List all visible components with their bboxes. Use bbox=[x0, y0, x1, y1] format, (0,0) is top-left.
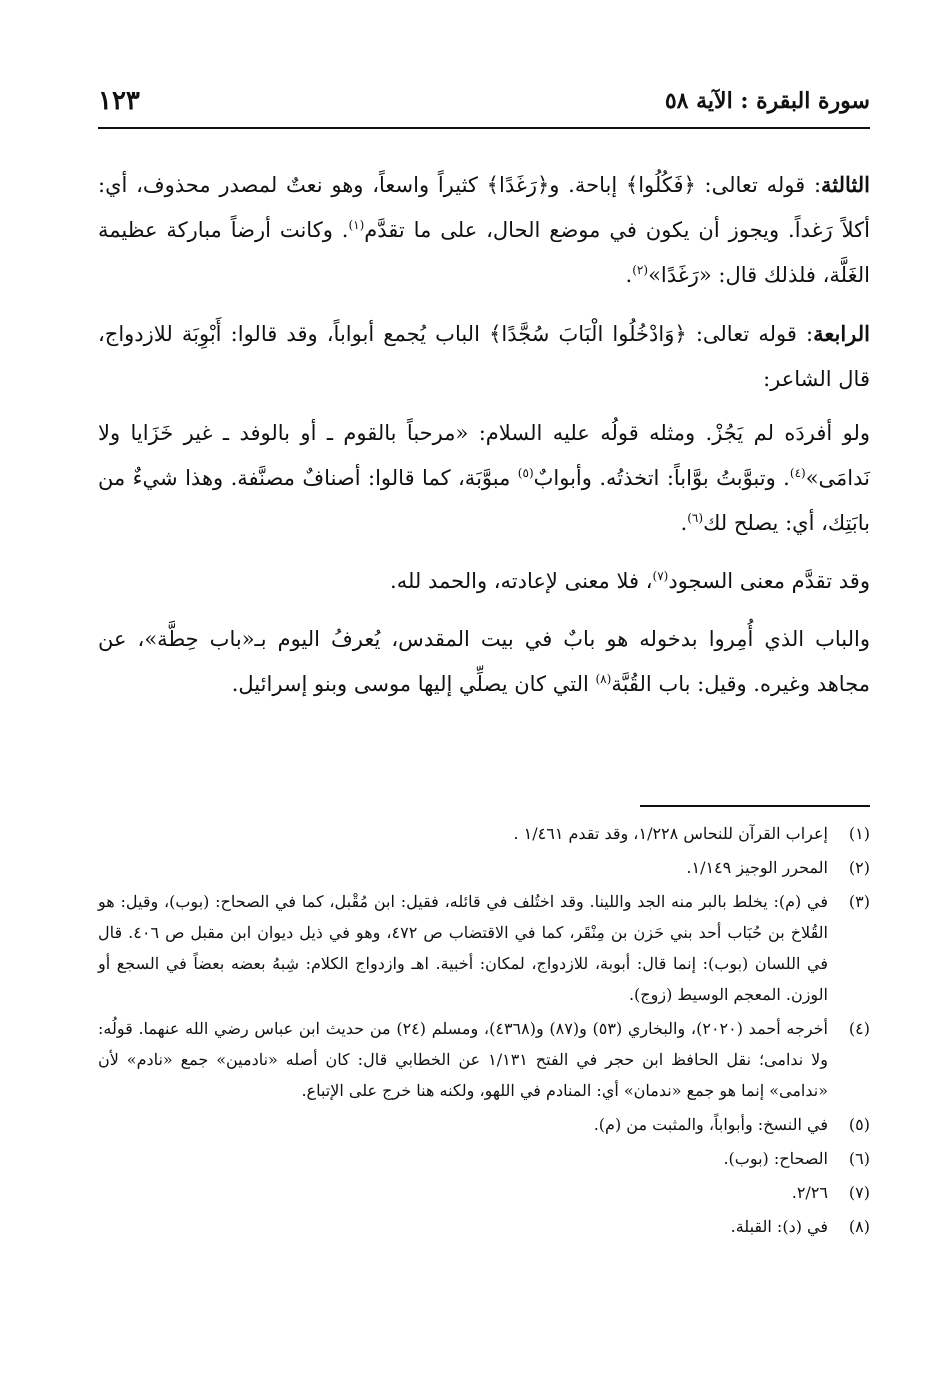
footnote-text: إعراب القرآن للنحاس ١/٢٢٨، وقد تقدم ١/٤٦١ . bbox=[513, 824, 828, 843]
footnote-divider bbox=[640, 805, 870, 807]
footnote-text: المحرر الوجيز ١/١٤٩. bbox=[686, 858, 828, 877]
footnote-text: الصحاح: (بوب). bbox=[723, 1149, 828, 1168]
footnote-ref[interactable]: (٢) bbox=[632, 263, 649, 277]
footnote-ref[interactable]: (٥) bbox=[517, 466, 534, 480]
footnote-number: (٢) bbox=[848, 858, 870, 877]
footnote-ref[interactable]: (١) bbox=[348, 218, 365, 232]
footnote-ref[interactable]: (٦) bbox=[687, 511, 704, 525]
footnote-number: (٨) bbox=[848, 1217, 870, 1236]
surah-heading: سورة البقرة : الآية ٥٨ bbox=[664, 88, 870, 114]
paragraph-text: ، فلا معنى لإعادته، والحمد لله. bbox=[390, 569, 653, 593]
footnote-number: (٦) bbox=[848, 1149, 870, 1168]
footnote-text: أخرجه أحمد (٢٠٢٠)، والبخاري (٥٣) و(٨٧) و(٤٣٦٨)، ومسلم (٢٤) من حديث ابن عباس رضي الله عنهما. قولُه: ولا ندامى؛ نقل الحافظ ابن حجر في الفتح ١/١٣١ عن الخطابي قال: كان أصله «نادمين» جمع «نادم» لأن «ندامى» إنما هو جمع «ندمان» أي: المنادم في اللهو، ولكنه هنا خرج على الإتباع. bbox=[98, 1019, 829, 1100]
footnote-number: (١) bbox=[848, 824, 870, 843]
footnote-text: في (م): يخلط بالبر منه الجد واللينا. وقد اختُلف في قائله، فقيل: ابن مُقْبل، كما في الصحاح: (بوب)، وقيل: هو القُلاخ بن حُبَاب أحد بني حَزن بن مِنْقَر، كما في الاقتضاب ص ٤٧٢، وهو في ذيل ديوان ابن مقبل ص ٤٠٦. قال في اللسان (بوب): إنما قال: أبوبة، للازدواج، لمكان: أخبية. اهـ وازدواج الكلام: شِبهُ بعضه بعضاً في السجع أو الوزن. المعجم الوسيط (زوج). bbox=[98, 892, 829, 1004]
footnote-item bbox=[98, 1211, 870, 1242]
footnote-item bbox=[98, 818, 870, 849]
footnote-text: في (د): القبلة. bbox=[730, 1217, 828, 1236]
footnote-number: (٥) bbox=[848, 1115, 870, 1134]
footnote-item bbox=[98, 1143, 870, 1174]
paragraph-third-point bbox=[98, 162, 870, 298]
paragraph-prostration bbox=[98, 559, 870, 604]
point-label: الرابعة bbox=[813, 321, 870, 346]
footnote-ref[interactable]: (٤) bbox=[789, 466, 806, 480]
paragraph-text: والباب الذي أُمِروا بدخوله هو بابٌ في بيت المقدس، يُعرفُ اليوم بـ«باب حِطَّة»، عن مجاهد وغيره. وقيل: باب القُبَّة bbox=[98, 627, 870, 696]
paragraph-plural-note bbox=[98, 411, 870, 546]
paragraph-text: التي كان يصلِّي إليها موسى وبنو إسرائيل. bbox=[231, 672, 596, 696]
paragraph-text: . bbox=[680, 511, 688, 535]
paragraph-text: . bbox=[625, 263, 633, 287]
main-text bbox=[98, 162, 870, 720]
footnote-item bbox=[98, 852, 870, 883]
footnote-ref[interactable]: (٨) bbox=[595, 672, 612, 686]
paragraph-text: . وتبوَّبتُ بوَّاباً: اتخذتُه. وأبوابٌ bbox=[533, 466, 790, 490]
paragraph-text: : قوله تعالى: ﴿وَادْخُلُوا الْبَابَ سُجَّدًا﴾ الباب يُجمع أبواباً، وقد قالوا: أَبْوِبَة للازدواج، قال الشاعر: bbox=[98, 322, 870, 391]
footnote-number: (٣) bbox=[848, 892, 870, 911]
footnote-item bbox=[98, 1177, 870, 1208]
paragraph-text: ولو أفردَه لم يَجُزْ. ومثله قولُه عليه السلام: «مرحباً بالقوم ـ أو بالوفد ـ غير خَزَايا ولا نَدامَى» bbox=[98, 421, 871, 490]
footnote-text: في النسخ: وأبواباً، والمثبت من (م). bbox=[593, 1115, 828, 1134]
paragraph-gate bbox=[98, 617, 870, 707]
running-header bbox=[98, 82, 870, 126]
header-divider bbox=[98, 127, 870, 129]
footnote-item bbox=[98, 1109, 870, 1140]
footnote-ref[interactable]: (٧) bbox=[652, 569, 669, 583]
paragraph-text: . وكانت أرضاً مباركة عظيمة الغَلَّة، فلذلك قال: «رَغَدًا» bbox=[98, 218, 870, 287]
point-label: الثالثة bbox=[821, 172, 870, 197]
footnotes bbox=[98, 818, 870, 1245]
footnote-number: (٤) bbox=[848, 1019, 870, 1038]
paragraph-text: وقد تقدَّم معنى السجود bbox=[668, 569, 870, 593]
paragraph-text: : قوله تعالى: ﴿فَكُلُوا﴾ إباحة. و﴿رَغَدًا﴾ كثيراً واسعاً، وهو نعتٌ لمصدر محذوف، أي: أكلاً رَغداً. ويجوز أن يكون في موضع الحال، على ما تقدَّم bbox=[98, 173, 870, 242]
footnote-item bbox=[98, 1013, 870, 1106]
paragraph-text: مبوَّبَة، كما قالوا: أصنافٌ مصنَّفة. وهذا شيءٌ من بابَتِك، أي: يصلح لك bbox=[98, 466, 870, 535]
page-number: ١٢٣ bbox=[98, 86, 140, 116]
footnote-number: (٧) bbox=[848, 1183, 870, 1202]
paragraph-fourth-point bbox=[98, 311, 870, 402]
footnote-text: ٢/٢٦. bbox=[791, 1183, 828, 1202]
footnote-item bbox=[98, 886, 870, 1010]
